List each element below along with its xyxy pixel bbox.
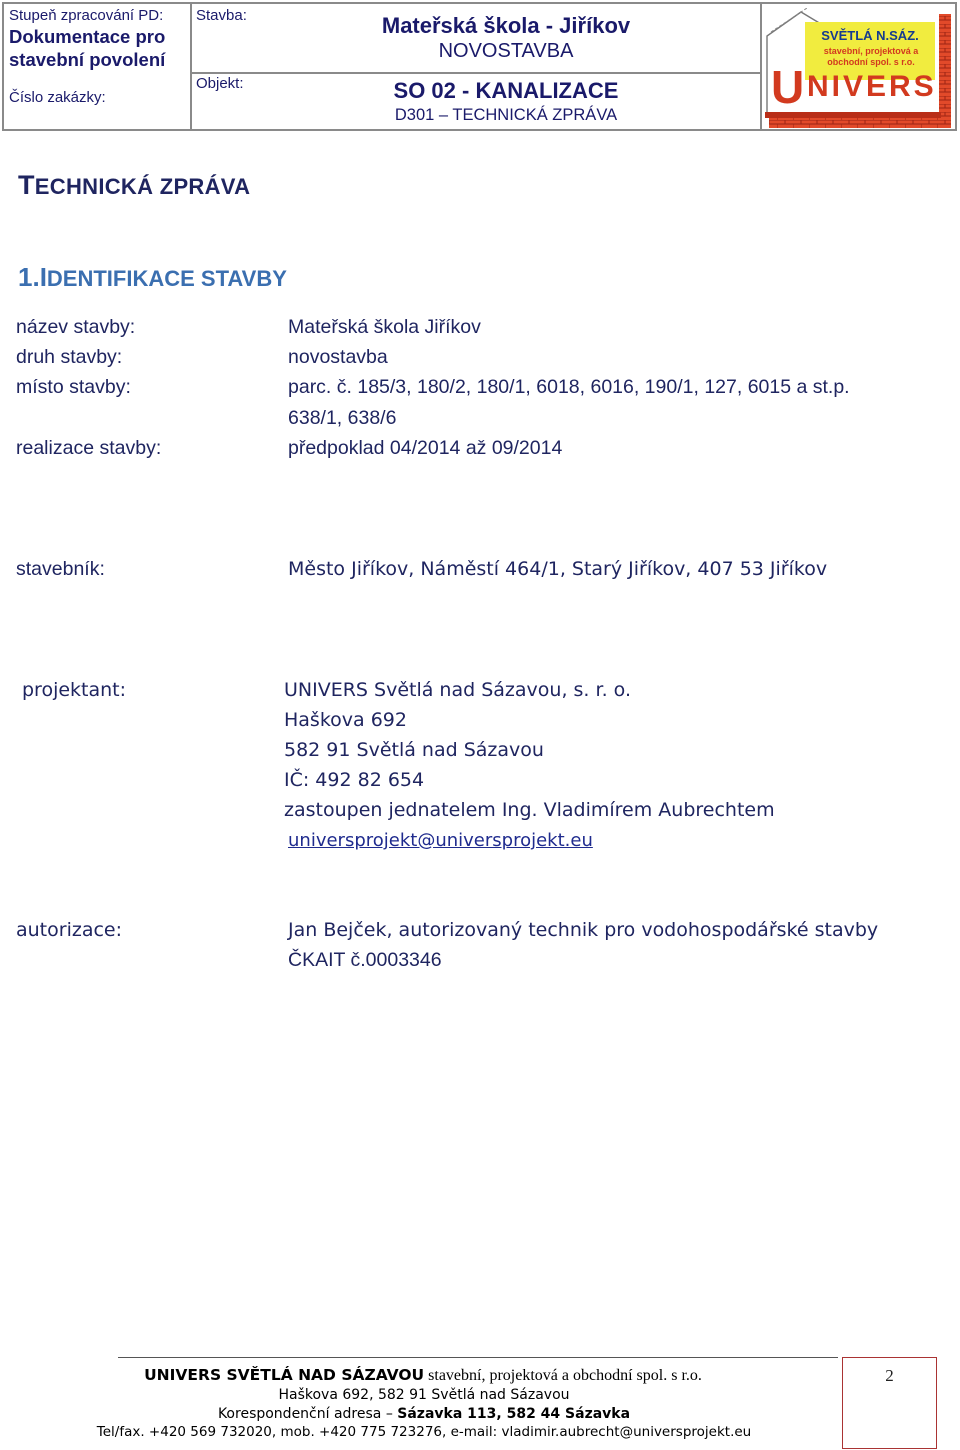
investor-value: Město Jiříkov, Náměstí 464/1, Starý Jiříkov, 407 53 Jiříkov: [288, 558, 828, 580]
designer-line: 582 91 Světlá nad Sázavou: [284, 739, 544, 761]
header-divider: [192, 72, 760, 74]
order-label: Číslo zakázky:: [9, 89, 106, 106]
building-name-label: název stavby:: [16, 316, 136, 338]
stage-value: stavební povolení: [9, 49, 166, 70]
building-place-value: parc. č. 185/3, 180/2, 180/1, 6018, 6016, 190/1, 127, 6015 a st.p.: [288, 376, 850, 398]
realization-value: předpoklad 04/2014 až 09/2014: [288, 437, 563, 459]
footer-address: Haškova 692, 582 91 Světlá nad Sázavou: [278, 1387, 570, 1403]
build-label: Stavba:: [196, 7, 247, 24]
object-doc: D301 – TECHNICKÁ ZPRÁVA: [394, 106, 618, 124]
section-heading: 1.IDENTIFIKACE STAVBY: [18, 262, 287, 292]
building-name-value: Mateřská škola Jiříkov: [288, 316, 481, 338]
designer-line: UNIVERS Světlá nad Sázavou, s. r. o.: [284, 679, 631, 701]
authorization-value: Jan Bejček, autorizovaný technik pro vodohospodářské stavby: [288, 919, 879, 941]
building-place-value: 638/1, 638/6: [288, 407, 397, 429]
logo-sub-text: stavební, projektová a: [823, 46, 919, 56]
logo-main-text: NIVERS: [807, 70, 937, 103]
authorization-label: autorizace:: [16, 919, 123, 941]
page-number-box: [842, 1357, 937, 1449]
footer-company: UNIVERS SVĚTLÁ NAD SÁZAVOU stavební, projektová a obchodní spol. s r.o.: [144, 1366, 702, 1384]
building-place-label: místo stavby:: [16, 376, 131, 398]
designer-line: Haškova 692: [284, 709, 407, 731]
footer-contact: Tel/fax. +420 569 732020, mob. +420 775 723276, e-mail: vladimir.aubrecht@universprojekt.eu: [96, 1424, 752, 1440]
footer-correspondence: Korespondenční adresa – Sázavka 113, 582 44 Sázavka: [217, 1406, 631, 1422]
stage-label: Stupeň zpracování PD:: [9, 7, 164, 24]
logo-top-text: SVĚTLÁ N.SÁZ.: [821, 28, 919, 43]
designer-line: zastoupen jednatelem Ing. Vladimírem Aubrechtem: [284, 799, 775, 821]
investor-label: stavebník:: [16, 558, 105, 580]
authorization-number: ČKAIT č.0003346: [288, 949, 442, 971]
logo-initial: U: [771, 61, 805, 113]
object-name: SO 02 - KANALIZACE: [393, 78, 619, 103]
designer-label: projektant:: [22, 679, 127, 701]
stage-value: Dokumentace pro: [9, 26, 166, 47]
build-name: Mateřská škola - Jiříkov: [381, 13, 631, 38]
build-type: NOVOSTAVBA: [438, 40, 574, 62]
object-label: Objekt:: [196, 75, 244, 92]
realization-label: realizace stavby:: [16, 437, 162, 459]
designer-email-link[interactable]: universprojekt@universprojekt.eu: [288, 830, 593, 851]
document-title: TECHNICKÁ ZPRÁVA: [18, 170, 251, 200]
designer-line: IČ: 492 82 654: [284, 769, 425, 791]
company-logo: [761, 8, 953, 128]
building-kind-label: druh stavby:: [16, 346, 123, 368]
building-kind-value: novostavba: [288, 346, 388, 368]
page-number: 2: [885, 1366, 894, 1385]
footer-rule: [118, 1357, 838, 1358]
logo-sub-text: obchodní spol. s r.o.: [827, 57, 915, 67]
